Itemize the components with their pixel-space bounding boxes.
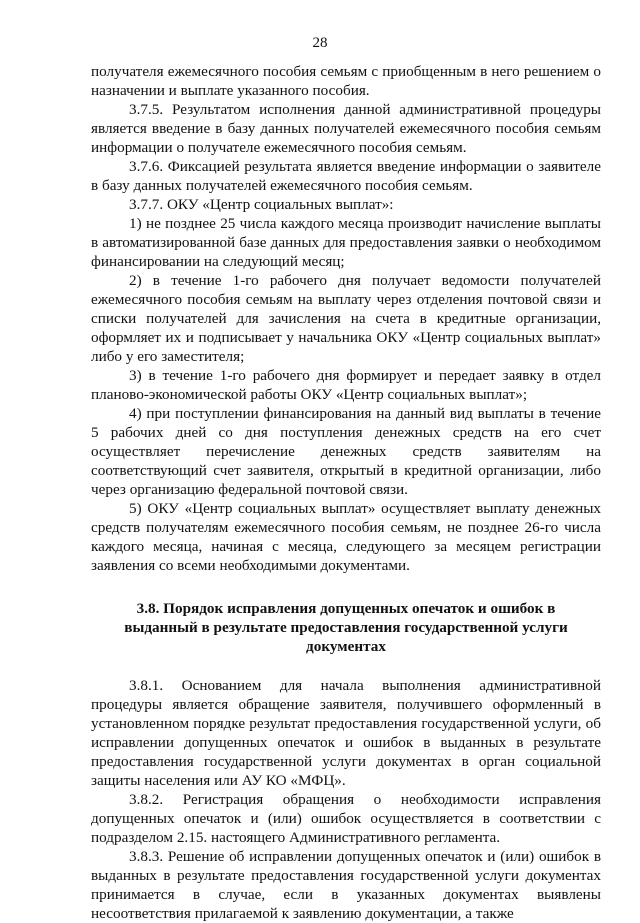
paragraph-3-8-2: 3.8.2. Регистрация обращения о необходимости исправления допущенных опечаток и (или) ошибок осуществляется в соответствии с подразделом 2.15. настоящего Административного регламента. — [91, 791, 601, 846]
list-item-3: 3) в течение 1-го рабочего дня формирует и передает заявку в отдел планово-экономической работы ОКУ «Центр социальных выплат»; — [91, 367, 601, 403]
section-heading-3-8: 3.8. Порядок исправления допущенных опечаток и ошибок в выданный в результате предоставления государственной услуги документах — [124, 600, 568, 655]
list-item-4: 4) при поступлении финансирования на данный вид выплаты в течение 5 рабочих дней со дня поступления денежных средств на его счет осуществляет перечисление денежных средств заявителям на соответствующий счет заявителя, открытый в кредитной организации, либо через организацию федеральной почтовой связи. — [91, 405, 601, 498]
paragraph-continuation: получателя ежемесячного пособия семьям с приобщенным в него решением о назначении и выплате указанного пособия. — [91, 63, 601, 99]
list-item-2: 2) в течение 1-го рабочего дня получает ведомости получателей ежемесячного пособия семьям на выплату через отделения почтовой связи и списки получателей для зачисления на счета в кредитные организации, оформляет их и подписывает у начальника ОКУ «Центр социальных выплат» либо у его заместителя; — [91, 272, 601, 365]
document-body — [91, 62, 601, 923]
paragraph-3-7-6: 3.7.6. Фиксацией результата является введение информации о заявителе в базу данных получателей ежемесячного пособия семьям. — [91, 158, 601, 194]
paragraph-3-7-7: 3.7.7. ОКУ «Центр социальных выплат»: — [129, 196, 394, 213]
paragraph-3-8-3: 3.8.3. Решение об исправлении допущенных опечаток и (или) ошибок в выданных в результате предоставления государственной услуги документах принимается в случае, если в указанных документах выявлены несоответствия прилагаемой к заявлению документации, а также — [91, 848, 601, 922]
paragraph-3-7-5: 3.7.5. Результатом исполнения данной административной процедуры является введение в базу данных получателей ежемесячного пособия семьям информации о получателе ежемесячного пособия семьям. — [91, 101, 601, 156]
list-item-1: 1) не позднее 25 числа каждого месяца производит начисление выплаты в автоматизированной базе данных для предоставления заявки о необходимом финансировании на следующий месяц; — [91, 215, 601, 270]
page-number: 28 — [312, 35, 328, 51]
paragraph-3-8-1: 3.8.1. Основанием для начала выполнения административной процедуры является обращение заявителя, получившего оформленный в установленном порядке результат предоставления государственной услуги, об исправлении допущенных опечаток и ошибок в выданных в результате предоставления государственной услуги документах в орган социальной защиты населения или АУ КО «МФЦ». — [91, 677, 601, 789]
list-item-5: 5) ОКУ «Центр социальных выплат» осуществляет выплату денежных средств получателям ежемесячного пособия семьям, не позднее 26-го числа каждого месяца, начиная с месяца, следующего за месяцем регистрации заявления со всеми необходимыми документами. — [91, 500, 601, 574]
